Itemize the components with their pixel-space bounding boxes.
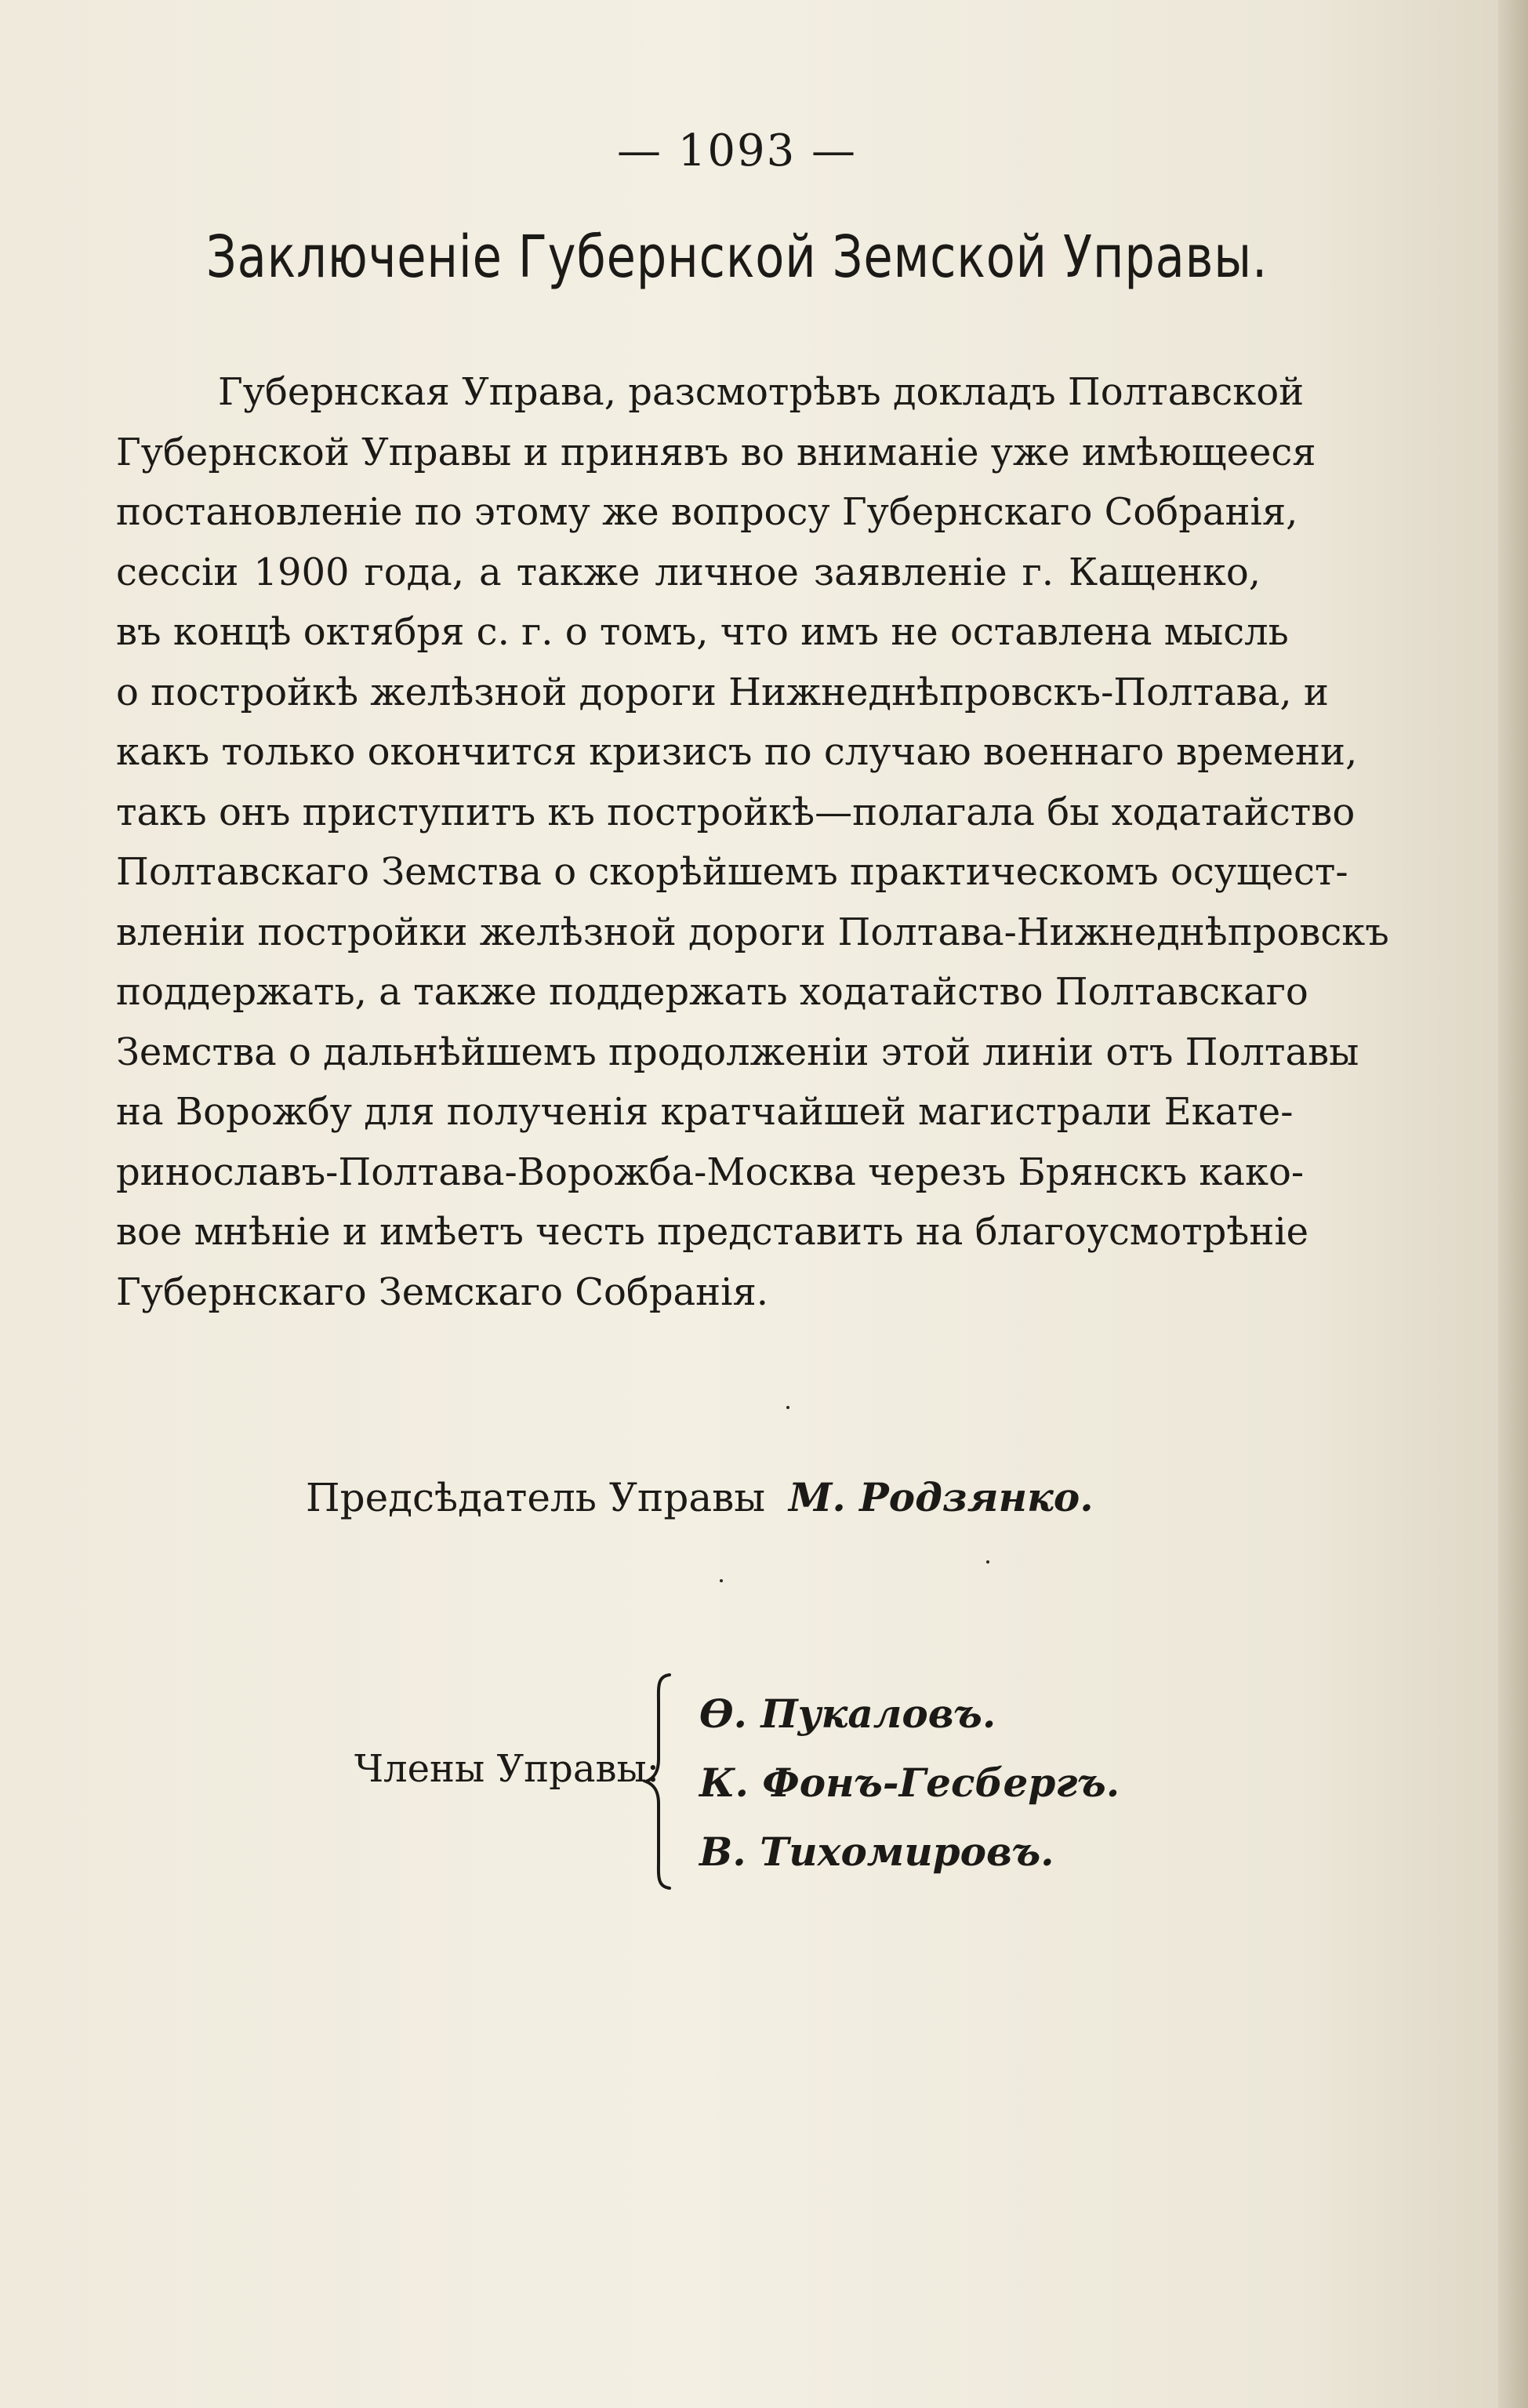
text-line: ринославъ-Полтава-Ворожба-Москва черезъ Брянскъ како- [116,1150,1305,1194]
members-label: Члены Управы: [354,1747,659,1791]
text-line: на Ворожбу для полученiя кратчайшей магистрали Екате- [116,1090,1294,1134]
text-line: сессiи 1900 года, а также личное заявленiе г. Кащенко, [116,550,1261,594]
text-line: Земства о дальнѣйшемъ продолженiи этой линiи отъ Полтавы [116,1030,1359,1074]
text-line: вое мнѣнiе и имѣетъ честь представить на благоусмотрѣнiе [116,1210,1309,1254]
page-edge [1498,0,1528,2408]
section-title: Заключенiе Губернской Земской Управы. [205,223,1268,291]
paper-speck [720,1579,723,1582]
paper-speck [986,1560,989,1564]
member-name: Ѳ. Пукаловъ. [699,1691,996,1737]
members-list [699,1680,1120,1887]
member-name: В. Тихомировъ. [699,1829,1054,1875]
paper-speck [786,1406,789,1409]
page-number: — 1093 — [616,125,858,176]
text-line: въ концѣ октября с. г. о томъ, что имъ не оставлена мысль [116,610,1289,654]
text-line: Полтавскаго Земства о скорѣйшемъ практическомъ осущест- [116,850,1348,894]
curly-brace-icon [643,1672,674,1891]
member-name: К. Фонъ-Гесбергъ. [699,1760,1120,1806]
text-line: постановленiе по этому же вопросу Губернскаго Собранiя, [116,490,1298,534]
text-line: о постройкѣ желѣзной дороги Нижнеднѣпровскъ-Полтава, и [116,670,1329,714]
chairman-signature-line [306,1474,1094,1520]
body-paragraph [116,362,1389,1322]
text-line: такъ онъ приступитъ къ постройкѣ—полагала бы ходатайство [116,790,1356,834]
text-line: Губернской Управы и принявъ во вниманiе уже имѣющееся [116,430,1316,474]
chairman-signature: М. Родзянко. [789,1474,1094,1520]
text-line: какъ только окончится кризисъ по случаю военнаго времени, [116,730,1358,774]
chairman-label: Предсѣдатель Управы [306,1475,766,1520]
text-line: Губернскаго Земскаго Собранiя. [116,1269,769,1314]
text-line: вленiи постройки желѣзной дороги Полтава-Нижнеднѣпровскъ [116,910,1389,954]
text-line: поддержать, а также поддержать ходатайство Полтавскаго [116,970,1308,1014]
text-line: Губернская Управа, разсмотрѣвъ докладъ Полтавской [218,370,1305,414]
